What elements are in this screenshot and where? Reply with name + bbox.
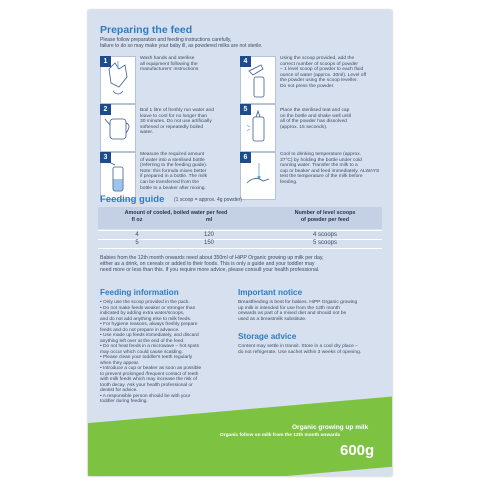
col-scoops-header-1: Number of level scoops [294,210,356,216]
row-2-floz: 5 [135,240,139,246]
product-description: Organic follow on milk from the 12th month onwards [220,433,341,438]
row-2-scoops: 5 scoops [312,240,337,246]
step-6 [240,152,388,204]
step-1-text: Wash hands and sterilise all equipment following the manufacturers' instructions [140,56,199,73]
important-text: Breastfeeding is best for babies. HiPP Organic growing up milk is intended for use from the 12th month onwards as part of a mixed diet and should not be used as a breastmilk substitute. [238,300,358,322]
step-4 [240,56,388,108]
step-6-text: Cool to drinking temperature (approx. 37°C) by holding the bottle under cold running water. Transfer the milk to a cup or beaker and feed immediately. ALWAYS test the temperature of the milk before feeding. [280,152,380,185]
list-item: • For hygiene reasons, always freshly prepare feeds and do not prepare in advance. [100,322,198,333]
step-number: 2 [100,104,111,115]
step-number: 1 [100,56,111,67]
preparing-intro-1: Please follow preparation and feeding instructions carefully, [100,37,232,43]
preparing-title: Preparing the feed [100,24,193,36]
col-scoops-header-2: of powder per feed [300,217,350,223]
step-number: 3 [100,152,111,163]
preparing-intro-2: failure to do so may make your baby ill, as powdered milks are not sterile. [100,43,263,49]
product-weight: 600g [340,442,375,459]
step-number: 4 [240,56,251,67]
storage-text: Content may settle in transit. Store in a cool dry place – do not refrigerate. Use sachet within 3 weeks of opening. [238,344,362,355]
col-ml-header: ml [205,217,213,223]
step-4-text: Using the scoop provided, add the correct number of scoops of powder – 1 level scoop of powder to each fluid ounce of water (approx. 30ml). Level off the powder using the scoop leveller. Do not press the powder. [280,56,367,89]
feeding-guide-paragraph: Babies from the 12th month onwards need about 350ml of HiPP Organic growing up milk per day, either as a drink, on cereals or added to their foods. This is only a guide and your toddler may need more or less than this. If you require more advice, please consult your health professional. [100,255,324,273]
step-5-text: Place the sterilised teat and cap on the bottle and shake well until all of the powder has dissolved (approx. 15 seconds). [280,108,351,130]
product-name: Organic growing up milk [292,424,369,431]
step-2 [100,104,248,156]
important-title: Important notice [238,288,303,297]
row-2-ml: 150 [203,240,214,246]
feeding-info-title: Feeding information [100,288,179,297]
list-item: • Use made up feeds immediately, and discard anything left over at the end of the feed. [100,333,199,344]
col-water-header: Amount of cooled, boiled water per feed [124,210,228,216]
list-item: • Do not make feeds weaker or stronger than indicated by adding extra water/scoops, and do not add anything else to milk feeds. [100,305,196,322]
feeding-guide-note: (1 scoop = approx. 4g powder) [174,197,242,203]
table-divider [98,230,382,231]
row-1-ml: 120 [203,232,214,238]
step-number: 5 [240,104,251,115]
step-number: 6 [240,152,251,163]
feeding-info-list [100,300,232,405]
list-item: • Do not heat feeds in a microwave – hot spots may occur which could cause scalding. [100,344,200,355]
package-back-panel [88,10,392,476]
row-1-scoops: 4 scoops [312,232,337,238]
step-5 [240,104,388,156]
list-item: • A responsible person should be with your toddler during feeding. [100,393,191,404]
step-2-text: Boil 1 litre of freshly run water and leave to cool for no longer than 30 minutes. Do not use artificially softened or repeatedly boiled water. [140,108,214,136]
feeding-guide-title: Feeding guide [100,194,165,205]
step-1 [100,56,248,108]
table-divider [98,248,382,249]
col-floz-header: fl oz [131,217,143,223]
storage-title: Storage advice [238,332,297,341]
step-3-text: Measure the required amount of water into a sterilised bottle (referring to the feeding guide). Note: this formula mixes better if prepared in a bottle. The milk can be transferred from the bottle to a beaker after mixing. [140,152,208,191]
row-1-floz: 4 [135,232,139,238]
list-item: • Please clean your toddler's teeth regularly when they appear. [100,355,193,366]
list-item: • Only use the scoop provided in the pack. [100,300,190,305]
list-item: • Introduce a cup or beaker as soon as possible to prevent prolonged /frequent contact of teeth with milk feeds which may increase the risk of tooth decay. Ask your health professional or dentist for advice. [100,366,202,393]
